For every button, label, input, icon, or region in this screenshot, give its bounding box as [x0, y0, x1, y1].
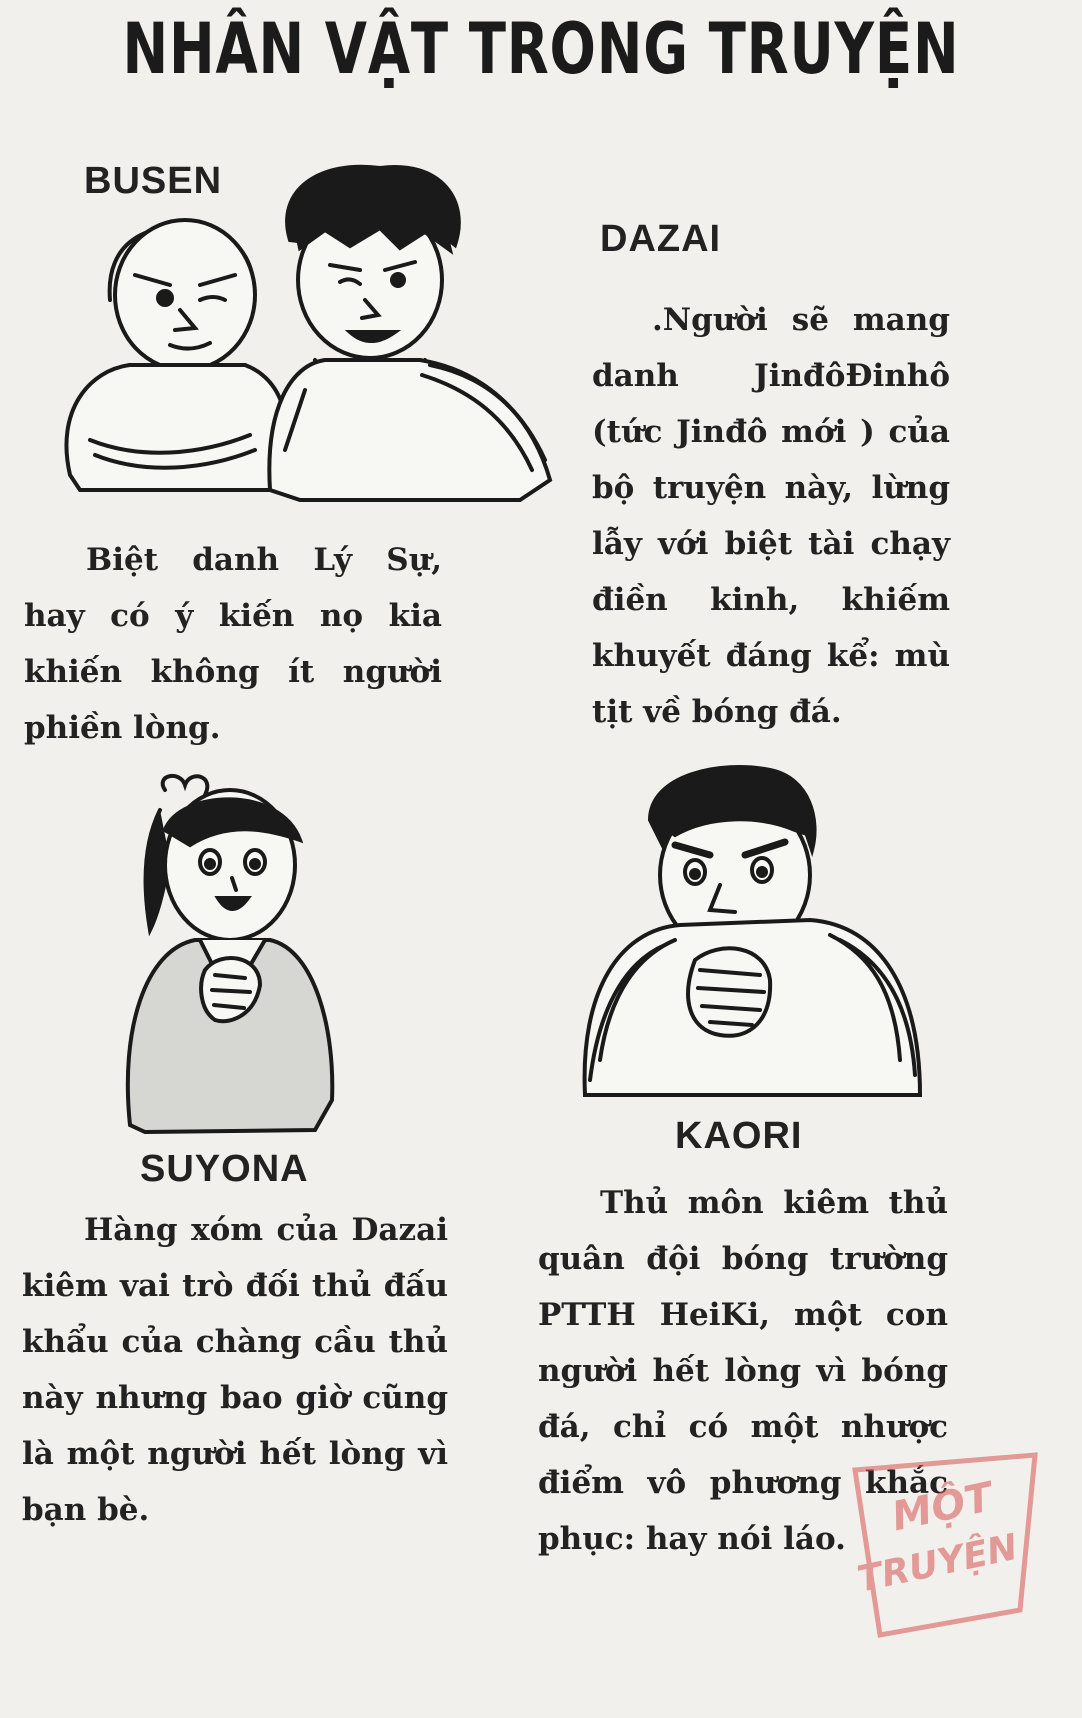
- character-name-suyona: SUYONA: [140, 1148, 309, 1190]
- character-name-busen: BUSEN: [84, 160, 223, 202]
- svg-text:TRUYỆN: TRUYỆN: [853, 1526, 1022, 1601]
- page-title: NHÂN VẬT TRONG TRUYỆN: [122, 8, 960, 90]
- character-name-kaori: KAORI: [675, 1115, 803, 1157]
- character-name-dazai: DAZAI: [600, 218, 722, 260]
- character-description-busen: Biệt danh Lý Sự, hay có ý kiến nọ kia khiến không ít người phiền lòng.: [24, 542, 442, 746]
- suyona-illustration: [120, 770, 340, 1135]
- character-description-kaori: Thủ môn kiêm thủ quân đội bóng trường PTTH HeiKi, một con người hết lòng vì bóng đá, chỉ có một nhược điểm vô phương khắc phục: hay nói láo.: [538, 1185, 948, 1557]
- watermark-logo: [820, 1450, 1050, 1670]
- character-description-dazai: .Người sẽ mang danh JinđôĐinhô (tức Jinđô mới ) của bộ truyện này, lừng lẫy với biệt tài chạy điền kinh, khiếm khuyết đáng kể: mù tịt về bóng đá.: [592, 302, 950, 730]
- busen-dazai-illustration: [50, 150, 580, 510]
- character-description-suyona: Hàng xóm của Dazai kiêm vai trò đối thủ đấu khẩu của chàng cầu thủ này nhưng bao giờ cũng là một người hết lòng vì bạn bè.: [22, 1212, 448, 1528]
- svg-text:MỘT: MỘT: [888, 1474, 997, 1541]
- kaori-illustration: [580, 760, 925, 1105]
